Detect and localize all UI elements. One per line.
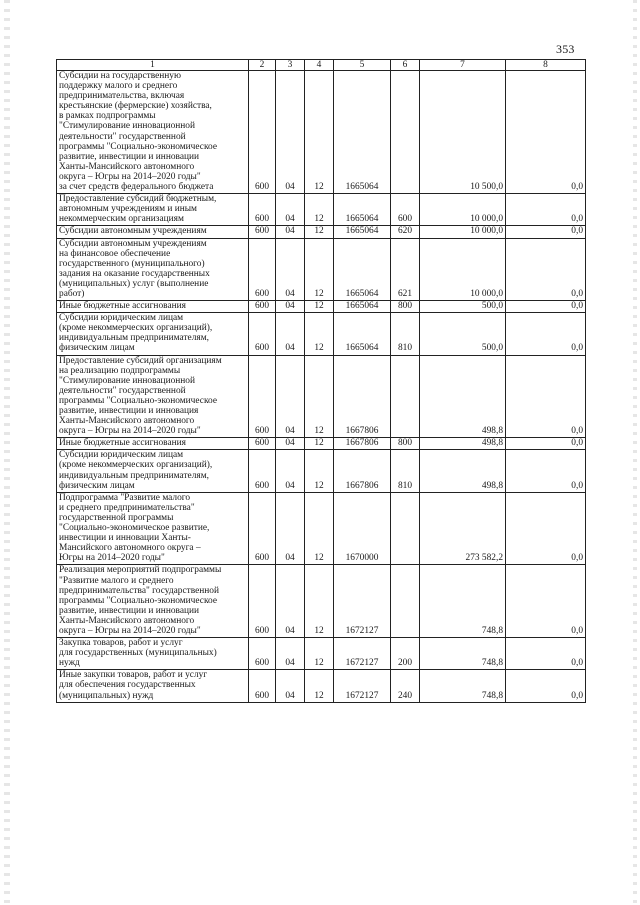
amount-col8-cell: 0,0 [506,226,586,238]
section-code-cell: 04 [276,565,305,638]
target-article-cell: 1667806 [334,438,391,450]
expense-type-cell [391,565,420,638]
section-code-cell: 04 [276,238,305,301]
target-article-cell: 1665064 [334,71,391,194]
amount-col8-cell: 0,0 [506,238,586,301]
admin-code-cell: 600 [249,638,276,670]
column-header: 7 [420,60,506,71]
amount-cell: 748,8 [420,565,506,638]
subsection-code-cell: 12 [305,238,334,301]
amount-col8-cell: 0,0 [506,492,586,565]
admin-code-cell: 600 [249,71,276,194]
table-row [57,355,586,438]
expense-type-cell: 810 [391,450,420,492]
subsection-code-cell: 12 [305,670,334,702]
admin-code-cell: 600 [249,313,276,355]
expense-type-cell: 200 [391,638,420,670]
scan-edge-right [633,0,637,905]
amount-cell: 500,0 [420,313,506,355]
section-code-cell: 04 [276,226,305,238]
column-header: 2 [249,60,276,71]
section-code-cell: 04 [276,438,305,450]
header-row [57,60,586,71]
budget-table [56,59,586,703]
row-name-cell: Субсидии автономным учреждениям [57,226,249,238]
subsection-code-cell: 12 [305,450,334,492]
expense-type-cell [391,492,420,565]
admin-code-cell: 600 [249,238,276,301]
target-article-cell: 1665064 [334,313,391,355]
amount-cell: 500,0 [420,301,506,313]
table-row [57,313,586,355]
admin-code-cell: 600 [249,450,276,492]
row-name-cell: Субсидии автономным учреждениям на финансовое обеспечение государственного (муниципального) задания на оказание государственных (муниципальных) услуг (выполнение работ) [57,238,249,301]
section-code-cell: 04 [276,450,305,492]
row-name-cell: Иные закупки товаров, работ и услуг для обеспечения государственных (муниципальных) нужд [57,670,249,702]
table-body [57,71,586,703]
target-article-cell: 1670000 [334,492,391,565]
target-article-cell: 1672127 [334,638,391,670]
amount-col8-cell: 0,0 [506,194,586,226]
amount-col8-cell: 0,0 [506,450,586,492]
column-header: 4 [305,60,334,71]
table-row [57,194,586,226]
expense-type-cell: 800 [391,301,420,313]
expense-type-cell: 620 [391,226,420,238]
table-row [57,226,586,238]
row-name-cell: Субсидии юридическим лицам (кроме некоммерческих организаций), индивидуальным предпринимателям, физическим лицам [57,313,249,355]
subsection-code-cell: 12 [305,438,334,450]
subsection-code-cell: 12 [305,638,334,670]
target-article-cell: 1665064 [334,238,391,301]
section-code-cell: 04 [276,355,305,438]
row-name-cell: Предоставление субсидий организациям на реализацию подпрограммы "Стимулирование инновационной деятельности" государственной программы "Социально-экономическое развитие, инвестиции и инновация Ханты-Мансийского автономного округа – Югры на 2014–2020 годы" [57,355,249,438]
amount-cell: 748,8 [420,670,506,702]
amount-col8-cell: 0,0 [506,438,586,450]
column-header: 8 [506,60,586,71]
amount-cell: 498,8 [420,438,506,450]
subsection-code-cell: 12 [305,492,334,565]
target-article-cell: 1665064 [334,301,391,313]
table-row [57,450,586,492]
section-code-cell: 04 [276,492,305,565]
amount-col8-cell: 0,0 [506,670,586,702]
table-row [57,301,586,313]
amount-cell: 273 582,2 [420,492,506,565]
row-name-cell: Субсидии на государственную поддержку малого и среднего предпринимательства, включая крестьянские (фермерские) хозяйства, в рамках подпрограммы "Стимулирование инновационной деятельности" государственной программы "Социально-экономическое развитие, инвестиции и инновации Ханты-Мансийского автономного округа – Югры на 2014–2020 годы" за счет средств федерального бюджета [57,71,249,194]
table-row [57,438,586,450]
amount-col8-cell: 0,0 [506,355,586,438]
amount-cell: 10 500,0 [420,71,506,194]
subsection-code-cell: 12 [305,313,334,355]
admin-code-cell: 600 [249,492,276,565]
amount-cell: 10 000,0 [420,238,506,301]
admin-code-cell: 600 [249,565,276,638]
target-article-cell: 1665064 [334,194,391,226]
table-row [57,670,586,702]
expense-type-cell: 600 [391,194,420,226]
scan-edge-left [4,0,10,905]
subsection-code-cell: 12 [305,301,334,313]
column-header: 6 [391,60,420,71]
row-name-cell: Иные бюджетные ассигнования [57,301,249,313]
table-row [57,492,586,565]
column-header: 5 [334,60,391,71]
admin-code-cell: 600 [249,438,276,450]
target-article-cell: 1672127 [334,565,391,638]
row-name-cell: Иные бюджетные ассигнования [57,438,249,450]
expense-type-cell: 800 [391,438,420,450]
expense-type-cell: 810 [391,313,420,355]
section-code-cell: 04 [276,638,305,670]
row-name-cell: Подпрограмма "Развитие малого и среднего предпринимательства" государственной программы "Социально-экономическое развитие, инвестиции и инновации Ханты- Мансийского автономного округа – Югры на 2014–2020 годы" [57,492,249,565]
subsection-code-cell: 12 [305,194,334,226]
expense-type-cell: 240 [391,670,420,702]
subsection-code-cell: 12 [305,226,334,238]
admin-code-cell: 600 [249,194,276,226]
section-code-cell: 04 [276,313,305,355]
amount-col8-cell: 0,0 [506,565,586,638]
subsection-code-cell: 12 [305,565,334,638]
row-name-cell: Закупка товаров, работ и услуг для государственных (муниципальных) нужд [57,638,249,670]
target-article-cell: 1667806 [334,450,391,492]
amount-cell: 498,8 [420,355,506,438]
page-number: 353 [556,42,575,56]
expense-type-cell [391,71,420,194]
amount-col8-cell: 0,0 [506,71,586,194]
amount-col8-cell: 0,0 [506,313,586,355]
amount-cell: 10 000,0 [420,226,506,238]
target-article-cell: 1672127 [334,670,391,702]
subsection-code-cell: 12 [305,71,334,194]
amount-col8-cell: 0,0 [506,638,586,670]
section-code-cell: 04 [276,71,305,194]
subsection-code-cell: 12 [305,355,334,438]
table-row [57,638,586,670]
admin-code-cell: 600 [249,226,276,238]
target-article-cell: 1665064 [334,226,391,238]
row-name-cell: Субсидии юридическим лицам (кроме некоммерческих организаций), индивидуальным предпринимателям, физическим лицам [57,450,249,492]
amount-cell: 498,8 [420,450,506,492]
section-code-cell: 04 [276,194,305,226]
amount-cell: 748,8 [420,638,506,670]
amount-cell: 10 000,0 [420,194,506,226]
table-row [57,238,586,301]
target-article-cell: 1667806 [334,355,391,438]
admin-code-cell: 600 [249,670,276,702]
table-row [57,565,586,638]
expense-type-cell [391,355,420,438]
column-header: 3 [276,60,305,71]
table-row [57,71,586,194]
admin-code-cell: 600 [249,301,276,313]
section-code-cell: 04 [276,670,305,702]
expense-type-cell: 621 [391,238,420,301]
row-name-cell: Реализация мероприятий подпрограммы "Развитие малого и среднего предпринимательства" государственной программы "Социально-экономическое развитие, инвестиции и инновации Ханты-Мансийского автономного округа – Югры на 2014–2020 годы" [57,565,249,638]
column-header: 1 [57,60,249,71]
row-name-cell: Предоставление субсидий бюджетным, автономным учреждениям и иным некоммерческим организациям [57,194,249,226]
section-code-cell: 04 [276,301,305,313]
amount-col8-cell: 0,0 [506,301,586,313]
admin-code-cell: 600 [249,355,276,438]
